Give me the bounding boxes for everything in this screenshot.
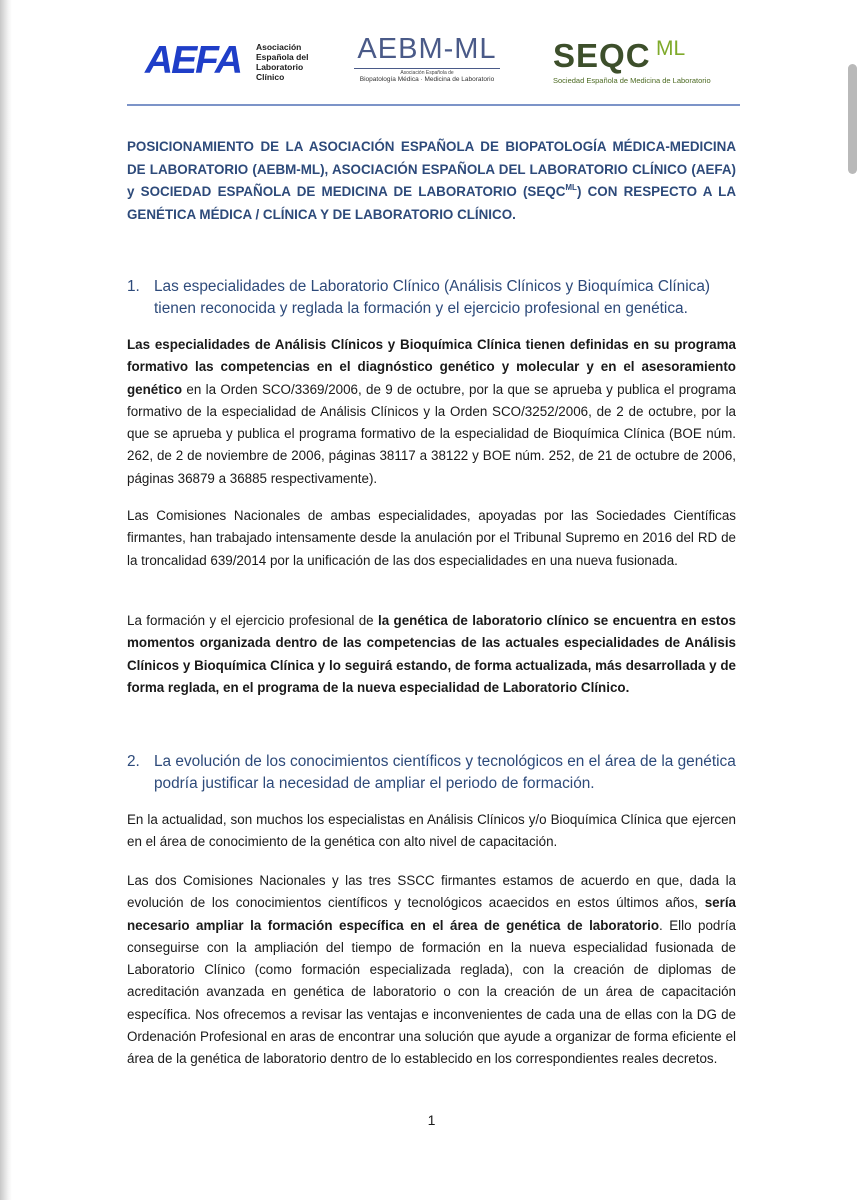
section-1-paragraph-1-rest: en la Orden SCO/3369/2006, de 9 de octubre, por la que se aprueba y publica el programa formativo de la especialidad de Análisis Clínicos y la Orden SCO/3252/2006, de 2 de octubre, por la que se aprueba y publica el programa formativo de la especialidad de Bioquímica Clínica (BOE núm. 262, de 2 de noviembre de 2006, páginas 38117 a 38122 y BOE núm. 252, de 21 de octubre de 2006, páginas 36879 a 36885 respectivamente). bbox=[127, 381, 736, 486]
seqc-logo-subtitle: Sociedad Española de Medicina de Laboratorio bbox=[553, 76, 711, 85]
seqc-logo-ml: ML bbox=[656, 37, 686, 60]
scrollbar-thumb[interactable] bbox=[848, 64, 857, 174]
aebm-logo-subtitle-1: Asociación Española de bbox=[400, 70, 454, 76]
aebm-logo-divider bbox=[354, 68, 500, 69]
seqc-logo bbox=[553, 36, 723, 88]
aefa-logo-mark: AEFA bbox=[145, 39, 242, 82]
title-end: ) CON RESPECTO A LA GENÉTICA MÉDICA / CLÍNICA Y DE LABORATORIO CLÍNICO. bbox=[127, 184, 736, 222]
section-2-number: 2. bbox=[127, 753, 140, 770]
section-2-paragraph-2-bold: sería necesario ampliar la formación específica en el área de genética de laboratorio bbox=[127, 895, 736, 933]
section-2-paragraph-2 bbox=[127, 870, 736, 1071]
section-1-paragraph-3 bbox=[127, 610, 736, 699]
section-1-paragraph-1-bold: Las especialidades de Análisis Clínicos y Bioquímica Clínica tienen definidas en su programa formativo las competencias en el diagnóstico genético y molecular y en el asesoramiento genético bbox=[127, 337, 736, 397]
aefa-logo bbox=[145, 38, 309, 84]
section-2-paragraph-2-rest: . Ello podría conseguirse con la ampliación del tiempo de formación en la nueva especialidad fusionada de Laboratorio Clínico (como formación especializada reglada), con la creación de diplomas de acreditación avanzada en genética de laboratorio o con la creación de un área de capacitación específica. Nos ofrecemos a revisar las ventajas e inconvenientes de cada una de ellas con la DG de Ordenación Profesional en aras de encontrar una solución que ayude a organizar de forma eficiente el área de la genética de laboratorio dentro de lo establecido en los correspondientes reales decretos. bbox=[127, 917, 737, 1067]
section-2-heading bbox=[127, 751, 737, 795]
section-1-paragraph-2: Las Comisiones Nacionales de ambas especialidades, apoyadas por las Sociedades Científicas firmantes, han trabajado intensamente desde la anulación por el Tribunal Supremo en 2016 del RD de la troncalidad 639/2014 por la unificación de las dos especialidades en una nueva fusionada. bbox=[127, 508, 736, 568]
title-main: POSICIONAMIENTO DE LA ASOCIACIÓN ESPAÑOLA DE BIOPATOLOGÍA MÉDICA-MEDICINA DE LABORATORIO (AEBM-ML), ASOCIACIÓN ESPAÑOLA DEL LABORATORIO CLÍNICO (AEFA) y SOCIEDAD ESPAÑOLA DE MEDICINA DE LABORATORIO (SEQC bbox=[127, 139, 736, 199]
title-superscript: ML bbox=[565, 183, 577, 192]
aefa-logo-subtitle: Asociación Española del Laboratorio Clínico bbox=[256, 42, 309, 82]
section-1-number: 1. bbox=[127, 278, 140, 295]
page-edge-shadow bbox=[0, 0, 12, 1200]
section-2-heading-text: La evolución de los conocimientos científicos y tecnológicos en el área de la genética podría justificar la necesidad de ampliar el periodo de formación. bbox=[154, 753, 736, 792]
document-title bbox=[127, 136, 736, 226]
section-1-heading-text: Las especialidades de Laboratorio Clínico (Análisis Clínicos y Bioquímica Clínica) tienen reconocida y reglada la formación y el ejercicio profesional en genética. bbox=[154, 278, 711, 317]
section-1-paragraph-1 bbox=[127, 334, 736, 490]
section-1-paragraph-3-bold: la genética de laboratorio clínico se encuentra en estos momentos organizada dentro de las competencias de las actuales especialidades de Análisis Clínicos y Bioquímica Clínica y lo seguirá estando, de forma actualizada, más desarrollada y de forma reglada, en el programa de la nueva especialidad de Laboratorio Clínico. bbox=[127, 613, 736, 695]
section-1-heading bbox=[127, 276, 737, 320]
aebm-logo-subtitle-2: Biopatología Médica · Medicina de Laboratorio bbox=[359, 76, 495, 83]
section-2-paragraph-2-start: Las dos Comisiones Nacionales y las tres SSCC firmantes estamos de acuerdo en que, dada la evolución de los conocimientos científicos y tecnológicos acaecidos en estos últimos años, bbox=[127, 873, 736, 911]
header-divider bbox=[127, 104, 740, 106]
aebm-logo bbox=[352, 32, 502, 90]
section-1-paragraph-3-start: La formación y el ejercicio profesional de bbox=[127, 613, 378, 628]
section-2-paragraph-1: En la actualidad, son muchos los especialistas en Análisis Clínicos y/o Bioquímica Clínica que ejercen en el área de conocimiento de la genética con alto nivel de capacitación. bbox=[127, 812, 736, 850]
page-number: 1 bbox=[427, 1112, 436, 1128]
seqc-logo-mark: SEQC bbox=[553, 37, 651, 74]
aebm-logo-mark: AEBM-ML bbox=[357, 33, 497, 65]
